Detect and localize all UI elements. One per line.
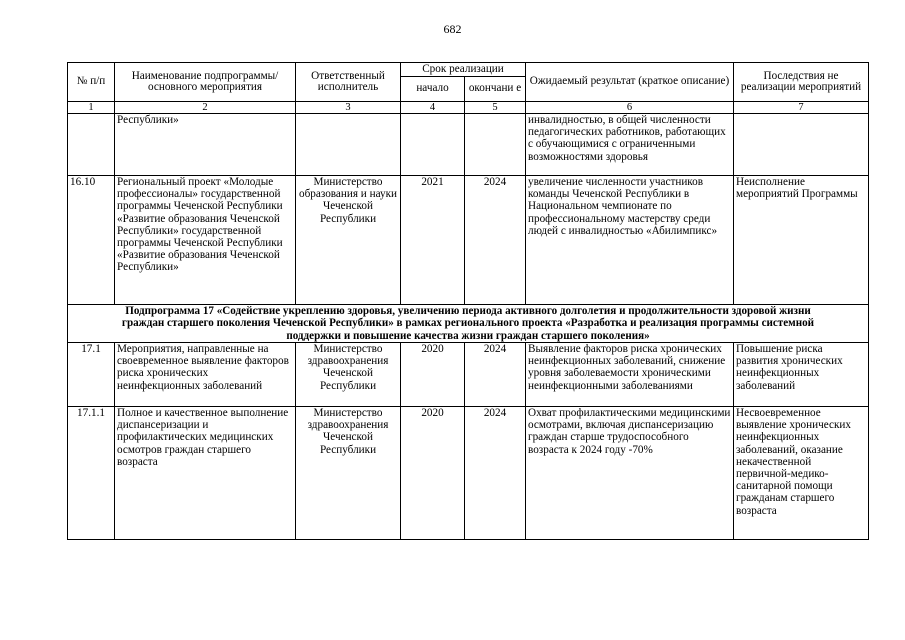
cell-executor: Министерство образования и науки Чеченской Республики (296, 176, 401, 305)
table-row-17-1-1 (68, 407, 869, 540)
header-row-top (68, 63, 869, 77)
cell-num (68, 114, 115, 176)
cell-start (401, 114, 465, 176)
cell-result: Выявление факторов риска хронических неинфекционных заболеваний, снижение уровня заболеваемости хроническими неинфекционными заболеваниями (526, 343, 734, 407)
cell-num: 17.1 (68, 343, 115, 407)
header-result: Ожидаемый результат (краткое описание) (526, 63, 734, 102)
column-number: 1 (68, 102, 115, 114)
header-executor: Ответственный исполнитель (296, 63, 401, 102)
cell-executor (296, 114, 401, 176)
cell-consequences: Повышение риска развития хронических неинфекционных заболеваний (734, 343, 869, 407)
header-period: Срок реализации (401, 63, 526, 77)
cell-result: Охват профилактическими медицинскими осмотрами, включая диспансеризацию граждан старше трудоспособного возраста к 2024 году -70% (526, 407, 734, 540)
cell-consequences: Несвоевременное выявление хронических неинфекционных заболеваний, оказание некачественной первичной-медико-санитарной помощи гражданам старшего возраста (734, 407, 869, 540)
column-numbers-row (68, 102, 869, 114)
header-start: начало (401, 77, 465, 102)
cell-start: 2020 (401, 407, 465, 540)
column-number: 6 (526, 102, 734, 114)
cell-executor: Министерство здравоохранения Чеченской Республики (296, 343, 401, 407)
subprogram-heading-line: поддержки и повышение качества жизни граждан старшего поколения» (286, 329, 650, 342)
subprogram-heading-line: Подпрограмма 17 «Содействие укреплению здоровья, увеличению периода активного долголетия и продолжительности здоровой жизни (125, 305, 811, 318)
subprogram-heading-line: граждан старшего поколения Чеченской Республики» в рамках регионального проекта «Разработка и реализация программы системной (121, 317, 815, 330)
cell-num: 16.10 (68, 176, 115, 305)
column-number: 5 (465, 102, 526, 114)
page-number: 682 (443, 22, 462, 36)
cell-start: 2021 (401, 176, 465, 305)
cell-name: Полное и качественное выполнение диспансеризации и профилактических медицинских осмотров граждан старшего возраста (115, 407, 296, 540)
cell-end (465, 114, 526, 176)
cell-name: Региональный проект «Молодые профессионалы» государственной программы Чеченской Республики «Развитие образования Чеченской Республики» государственной программы Чеченской Республики «Развитие образования Чеченской Республики» (115, 176, 296, 305)
cell-end: 2024 (465, 343, 526, 407)
column-number: 3 (296, 102, 401, 114)
table-row-continuation (68, 114, 869, 176)
cell-result: инвалидностью, в общей численности педагогических работников, работающих с обучающимися с ограниченными возможностями здоровья (526, 114, 734, 176)
cell-consequences (734, 114, 869, 176)
cell-start: 2020 (401, 343, 465, 407)
cell-executor: Министерство здравоохранения Чеченской Республики (296, 407, 401, 540)
header-end: окончани е (465, 77, 526, 102)
column-number: 7 (734, 102, 869, 114)
cell-name: Мероприятия, направленные на своевременное выявление факторов риска хронических неинфекционных заболеваний (115, 343, 296, 407)
subprogram-17-heading (68, 305, 869, 343)
column-number: 2 (115, 102, 296, 114)
column-number: 4 (401, 102, 465, 114)
header-name: Наименование подпрограммы/ основного мероприятия (115, 63, 296, 102)
cell-consequences: Неисполнение мероприятий Программы (734, 176, 869, 305)
cell-result: увеличение численности участников команды Чеченской Республики в Национальном чемпионате по профессиональному мастерству среди людей с инвалидностью «Абилимпикс» (526, 176, 734, 305)
table-row-16-10 (68, 176, 869, 305)
cell-end: 2024 (465, 176, 526, 305)
cell-end: 2024 (465, 407, 526, 540)
header-num: № п/п (68, 63, 115, 102)
cell-num: 17.1.1 (68, 407, 115, 540)
table-row-17-1 (68, 343, 869, 407)
header-consequences: Последствия не реализации мероприятий (734, 63, 869, 102)
program-table (67, 62, 869, 540)
subprogram-17-row (68, 305, 869, 343)
cell-name: Республики» (115, 114, 296, 176)
